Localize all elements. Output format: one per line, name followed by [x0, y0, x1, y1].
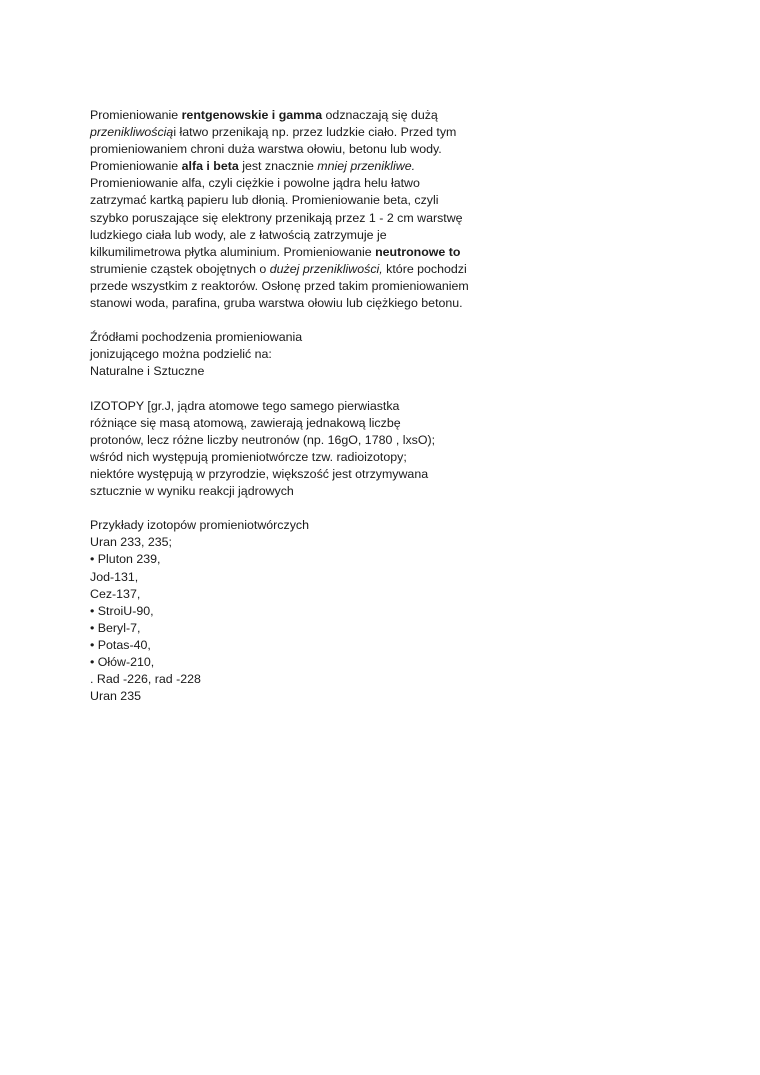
- list-item: Jod-131,: [90, 569, 139, 584]
- text-run: i łatwo przenikają np. przez ludzkie ciało. Przed tym: [173, 125, 457, 140]
- list-item: Uran 233, 235;: [90, 535, 172, 550]
- text-line: szybko poruszające się elektrony przenikają przez 1 - 2 cm warstwę: [90, 210, 463, 225]
- paragraph-gap: [90, 381, 510, 398]
- paragraph-isotopes-definition: [90, 398, 510, 501]
- isotope-examples-list: [90, 517, 510, 705]
- text-line: wśród nich występują promieniotwórcze tzw. radioizotopy;: [90, 449, 407, 464]
- text-line: stanowi woda, parafina, gruba warstwa ołowiu lub ciężkiego betonu.: [90, 296, 463, 311]
- list-item: • Pluton 239,: [90, 552, 161, 567]
- text-line: [90, 158, 510, 175]
- list-item: Cez-137,: [90, 586, 141, 601]
- paragraph-gap: [90, 500, 510, 517]
- text-line: niektóre występują w przyrodzie, większość jest otrzymywana: [90, 466, 429, 481]
- bold-term-neutron: neutronowe to: [375, 244, 461, 259]
- list-heading: Przykłady izotopów promieniotwórczych: [90, 518, 309, 533]
- text-run: kilkumilimetrowa płytka aluminium. Promieniowanie: [90, 244, 376, 259]
- text-line: IZOTOPY [gr.J, jądra atomowe tego samego pierwiastka: [90, 398, 400, 413]
- document-body: [90, 107, 510, 705]
- text-line: jonizującego można podzielić na:: [90, 347, 272, 362]
- list-item: • Potas-40,: [90, 637, 151, 652]
- list-item: • StroiU-90,: [90, 603, 154, 618]
- text-line: [90, 261, 510, 278]
- text-line: zatrzymać kartką papieru lub dłonią. Promieniowanie beta, czyli: [90, 193, 439, 208]
- text-run: które pochodzi: [382, 261, 467, 276]
- paragraph-radiation-penetration: [90, 107, 510, 312]
- text-run: Promieniowanie: [90, 108, 182, 122]
- italic-term: dużej przenikliwości,: [269, 261, 383, 276]
- text-line: [90, 107, 510, 124]
- text-line: protonów, lecz różne liczby neutronów (np. 16gO, 1780 , lxsO);: [90, 432, 436, 447]
- list-item: . Rad -226, rad -228: [90, 672, 201, 687]
- bold-term-alpha-beta: alfa i beta: [181, 159, 239, 174]
- italic-term: mniej przenikliwe.: [317, 159, 416, 174]
- text-run: odznaczają się dużą: [322, 108, 438, 122]
- text-run: strumienie cząstek obojętnych o: [90, 261, 270, 276]
- paragraph-gap: [90, 312, 510, 329]
- text-line: [90, 244, 510, 261]
- text-line: Promieniowanie alfa, czyli ciężkie i powolne jądra helu łatwo: [90, 176, 420, 191]
- text-line: [90, 124, 510, 141]
- text-line: promieniowaniem chroni duża warstwa ołowiu, betonu lub wody.: [90, 142, 442, 157]
- text-line: przede wszystkim z reaktorów. Osłonę przed takim promieniowaniem: [90, 278, 469, 293]
- text-line: Źródłami pochodzenia promieniowania: [90, 330, 303, 345]
- italic-term: przenikliwością: [90, 125, 174, 140]
- list-item: • Beryl-7,: [90, 620, 141, 635]
- text-run: Promieniowanie: [90, 159, 182, 174]
- list-item: • Ołów-210,: [90, 655, 155, 669]
- paragraph-radiation-sources: [90, 329, 510, 380]
- bold-term-xray-gamma: rentgenowskie i gamma: [181, 108, 323, 122]
- text-line: Naturalne i Sztuczne: [90, 364, 205, 379]
- text-line: ludzkiego ciała lub wody, ale z łatwością zatrzymuje je: [90, 227, 387, 242]
- text-line: różniące się masą atomową, zawierają jednakową liczbę: [90, 415, 401, 430]
- text-line: sztucznie w wyniku reakcji jądrowych: [90, 484, 294, 499]
- list-item: Uran 235: [90, 689, 141, 704]
- text-run: jest znacznie: [238, 159, 318, 174]
